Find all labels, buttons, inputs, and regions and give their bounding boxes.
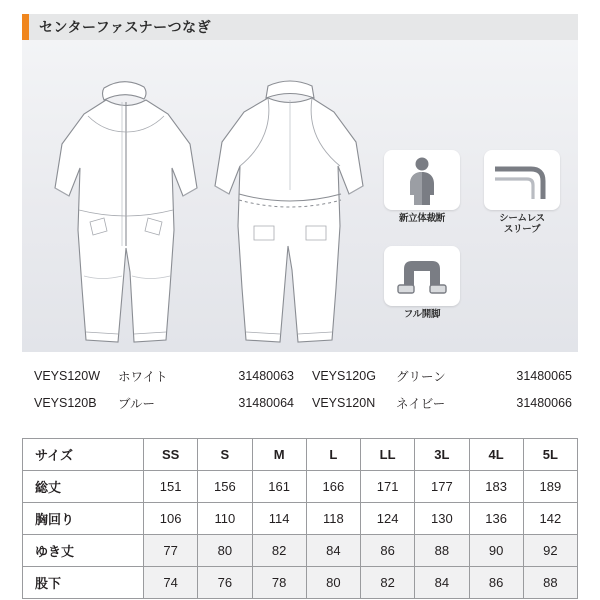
size-cell: 114 bbox=[252, 503, 306, 535]
size-cell: 118 bbox=[306, 503, 360, 535]
size-column-header: S bbox=[198, 439, 252, 471]
product-model: VEYS120G bbox=[312, 368, 376, 383]
size-column-header: 5L bbox=[523, 439, 577, 471]
size-column-header: 4L bbox=[469, 439, 523, 471]
size-table bbox=[22, 438, 578, 599]
size-cell: 106 bbox=[144, 503, 198, 535]
feature-badge-label: フル開脚 bbox=[403, 309, 441, 320]
feature-badge-full-open-leg bbox=[384, 246, 460, 321]
size-column-header: M bbox=[252, 439, 306, 471]
size-cell: 82 bbox=[252, 535, 306, 567]
product-color: ネイビー bbox=[396, 396, 446, 411]
product-code-row bbox=[22, 389, 578, 416]
product-color: ホワイト bbox=[118, 369, 168, 384]
size-cell: 136 bbox=[469, 503, 523, 535]
table-header-row bbox=[23, 439, 578, 471]
size-table-wrapper bbox=[22, 438, 578, 599]
coverall-back-illustration bbox=[215, 81, 363, 342]
size-cell: 77 bbox=[144, 535, 198, 567]
size-cell: 166 bbox=[306, 471, 360, 503]
size-cell: 161 bbox=[252, 471, 306, 503]
feature-badge-label-line2: スリーブ bbox=[503, 223, 541, 235]
feature-badge-box bbox=[384, 246, 460, 306]
size-cell: 74 bbox=[144, 567, 198, 599]
table-row bbox=[23, 471, 578, 503]
size-column-header: LL bbox=[361, 439, 415, 471]
seamless-sleeve-icon bbox=[491, 157, 553, 203]
size-cell: 80 bbox=[198, 535, 252, 567]
size-cell: 90 bbox=[469, 535, 523, 567]
table-row bbox=[23, 503, 578, 535]
size-cell: 142 bbox=[523, 503, 577, 535]
size-cell: 151 bbox=[144, 471, 198, 503]
size-cell: 88 bbox=[415, 535, 469, 567]
size-cell: 183 bbox=[469, 471, 523, 503]
feature-badge-box bbox=[484, 150, 560, 210]
size-cell: 124 bbox=[361, 503, 415, 535]
size-cell: 189 bbox=[523, 471, 577, 503]
feature-badge-label: 新立体裁断 bbox=[398, 213, 445, 224]
size-cell: 177 bbox=[415, 471, 469, 503]
size-column-header: SS bbox=[144, 439, 198, 471]
product-code-list bbox=[22, 362, 578, 416]
size-row-label: 胸回り bbox=[23, 503, 144, 535]
coverall-front-illustration bbox=[55, 82, 197, 342]
feature-badge-label-line1: シームレス bbox=[499, 213, 545, 224]
size-cell: 88 bbox=[523, 567, 577, 599]
product-color: ブルー bbox=[118, 396, 156, 411]
table-row bbox=[23, 567, 578, 599]
person-silhouette-icon bbox=[399, 155, 445, 205]
product-code-entry bbox=[300, 367, 578, 385]
size-cell: 80 bbox=[306, 567, 360, 599]
full-open-leg-icon bbox=[394, 253, 450, 299]
size-cell: 92 bbox=[523, 535, 577, 567]
size-row-label: 股下 bbox=[23, 567, 144, 599]
section-title-bar bbox=[22, 14, 578, 40]
size-cell: 86 bbox=[361, 535, 415, 567]
size-cell: 130 bbox=[415, 503, 469, 535]
feature-badge-new-3d-cut bbox=[384, 150, 460, 225]
page-title: センターファスナーつなぎ bbox=[39, 19, 212, 35]
product-code-entry bbox=[300, 394, 578, 412]
size-cell: 84 bbox=[306, 535, 360, 567]
illustration-area bbox=[22, 40, 578, 352]
product-number: 31480065 bbox=[516, 368, 572, 383]
size-cell: 84 bbox=[415, 567, 469, 599]
size-cell: 156 bbox=[198, 471, 252, 503]
size-cell: 76 bbox=[198, 567, 252, 599]
size-column-header: L bbox=[306, 439, 360, 471]
feature-badge-label bbox=[484, 214, 560, 236]
product-number: 31480063 bbox=[238, 368, 294, 383]
size-row-label: ゆき丈 bbox=[23, 535, 144, 567]
product-number: 31480066 bbox=[516, 395, 572, 410]
size-cell: 110 bbox=[198, 503, 252, 535]
title-accent-bar bbox=[22, 14, 29, 40]
table-row bbox=[23, 535, 578, 567]
feature-badge-seamless-sleeve bbox=[484, 150, 560, 236]
size-cell: 82 bbox=[361, 567, 415, 599]
size-cell: 171 bbox=[361, 471, 415, 503]
product-number: 31480064 bbox=[238, 395, 294, 410]
size-table-corner-label: サイズ bbox=[23, 439, 144, 471]
product-model: VEYS120N bbox=[312, 395, 376, 410]
product-code-entry bbox=[22, 394, 300, 412]
size-column-header: 3L bbox=[415, 439, 469, 471]
feature-badge-box bbox=[384, 150, 460, 210]
product-color: グリーン bbox=[396, 369, 446, 384]
size-row-label: 総丈 bbox=[23, 471, 144, 503]
product-model: VEYS120W bbox=[34, 368, 101, 383]
size-cell: 78 bbox=[252, 567, 306, 599]
size-cell: 86 bbox=[469, 567, 523, 599]
product-model: VEYS120B bbox=[34, 395, 97, 410]
product-code-entry bbox=[22, 367, 300, 385]
product-code-row bbox=[22, 362, 578, 389]
